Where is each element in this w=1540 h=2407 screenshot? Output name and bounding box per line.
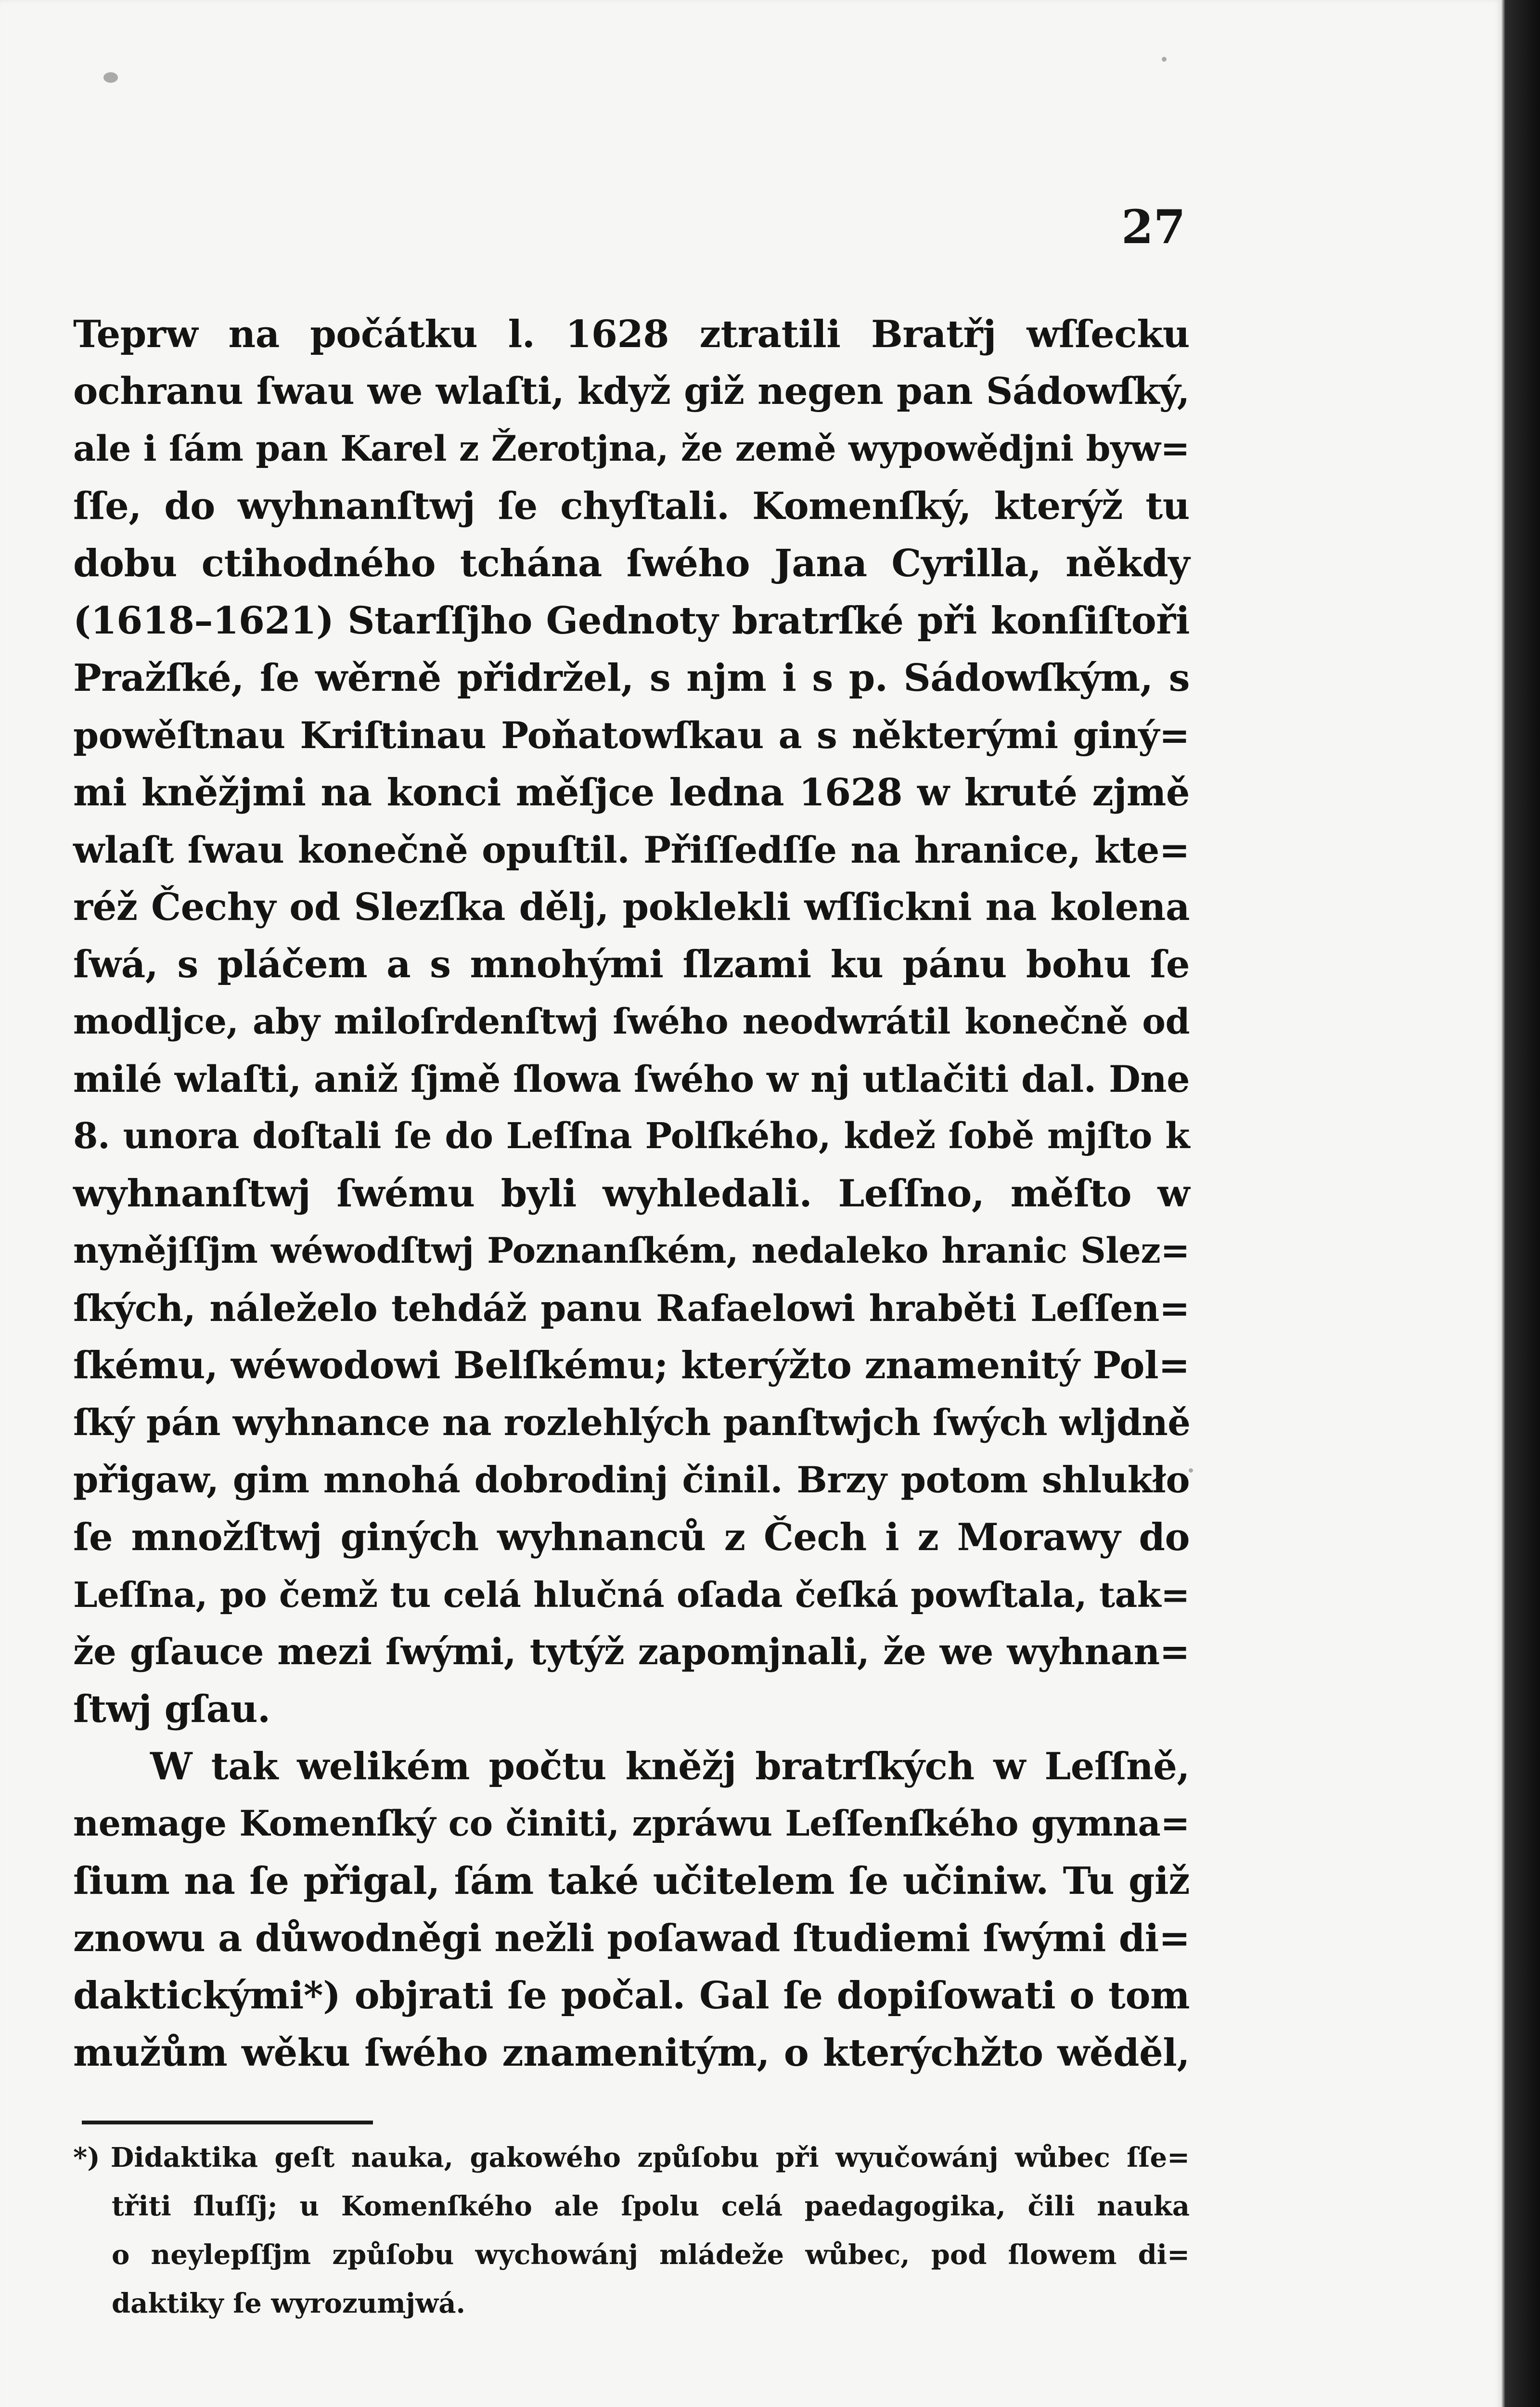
text-line: že gſauce mezi ſwými, tytýž zapomjnali, že we wyhnan= — [73, 1631, 1190, 1673]
text-line: ochranu ſwau we wlaſti, když giž negen pan Sádowſký, — [73, 370, 1190, 413]
text-line: mužům wěku ſwého znamenitým, o kterýchžto wěděl, — [73, 2031, 1190, 2075]
footnote-divider — [82, 2121, 373, 2124]
text-line: dobu ctihodného tchána ſwého Jana Cyrilla, někdy — [73, 542, 1190, 585]
page-number: 27 — [1121, 200, 1186, 254]
text-line: 8. unora doſtali ſe do Leſſna Polſkého, kdež ſobě mjſto k — [73, 1115, 1190, 1157]
text-line: ſſe, do wyhnanſtwj ſe chyſtali. Komenſký, kterýž tu — [73, 484, 1190, 528]
main-text — [73, 306, 1190, 2082]
text-line: ale i ſám pan Karel z Žerotjna, že země wypowědjni byw= — [73, 428, 1190, 469]
text-line: ſkých, náleželo tehdáž panu Rafaelowi hraběti Leſſen= — [73, 1287, 1190, 1330]
text-line: W tak welikém počtu kněžj bratrſkých w Leſſně, — [150, 1745, 1190, 1788]
text-line: mi kněžjmi na konci měſjce ledna 1628 w kruté zjmě — [73, 771, 1190, 815]
text-line: ſký pán wyhnance na rozlehlých panſtwjch ſwých wljdně — [73, 1401, 1191, 1444]
footnote-marker: *) — [73, 2142, 100, 2174]
ink-speck — [103, 72, 118, 83]
text-line: ſtwj gſau. — [73, 1687, 270, 1731]
text-line: ſkému, wéwodowi Belſkému; kterýžto znamenitý Pol= — [73, 1344, 1190, 1387]
footnote-line: třiti ſluſſj; u Komenſkého ale ſpolu celá paedagogika, čili nauka — [112, 2190, 1190, 2222]
footnote-line: daktiky ſe wyrozumjwá. — [112, 2288, 466, 2319]
text-line: Leſſna, po čemž tu celá hlučná oſada čeſká powſtala, tak= — [73, 1574, 1190, 1615]
footnote-line — [73, 2134, 1190, 2182]
ink-speck — [1162, 57, 1167, 62]
text-line: ſe množſtwj giných wyhnanců z Čech i z Morawy do — [73, 1515, 1190, 1559]
text-line: wyhnanſtwj ſwému byli wyhledali. Leſſno, měſto w — [73, 1172, 1190, 1216]
text-line: daktickými*) objrati ſe počal. Gal ſe dopiſowati o tom — [73, 1974, 1190, 2018]
text-line: (1618–1621) Starſſjho Gednoty bratrſké při konſiſtoři — [73, 599, 1190, 643]
text-line: Teprw na počátku l. 1628 ztratili Bratřj wſſecku — [73, 312, 1190, 356]
footnote-line: o neylepſſjm způſobu wychowánj mládeže wůbec, pod ſlowem di= — [112, 2239, 1190, 2271]
text-line: wlaſt ſwau konečně opuſtil. Přiſſedſſe na hranice, kte= — [73, 828, 1190, 871]
text-line: powěſtnau Kriſtinau Poňatowſkau a s některými giný= — [73, 714, 1190, 757]
text-line: přigaw, gim mnohá dobrodinj činil. Brzy potom shlukło — [73, 1459, 1190, 1501]
page-edge-shadow — [1502, 0, 1540, 2407]
text-line: ſwá, s pláčem a s mnohými ſlzami ku pánu bohu ſe — [73, 943, 1190, 986]
footnote-line-text: Didaktika geſt nauka, gakowého způſobu při wyučowánj wůbec ſſe= — [110, 2142, 1190, 2174]
text-line: modljce, aby miloſrdenſtwj ſwého neodwrátil konečně od — [73, 1001, 1190, 1042]
text-line: ſium na ſe přigal, ſám také učitelem ſe učiniw. Tu giž — [73, 1859, 1190, 1903]
text-line: Pražſké, ſe wěrně přidržel, s njm i s p. Sádowſkým, s — [73, 656, 1190, 700]
text-line: nemage Komenſký co činiti, zpráwu Leſſenſkého gymna= — [73, 1803, 1190, 1844]
text-line: milé wlaſti, aniž ſjmě ſlowa ſwého w nj utlačiti dal. Dne — [73, 1058, 1190, 1100]
footnote — [73, 2134, 1190, 2328]
text-line: réž Čechy od Slezſka dělj, poklekli wſſickni na kolena — [73, 885, 1190, 929]
text-line: znowu a důwodněgi nežli poſawad ſtudiemi ſwými di= — [73, 1916, 1190, 1960]
text-line: nynějſſjm wéwodſtwj Poznanſkém, nedaleko hranic Slez= — [73, 1230, 1190, 1271]
